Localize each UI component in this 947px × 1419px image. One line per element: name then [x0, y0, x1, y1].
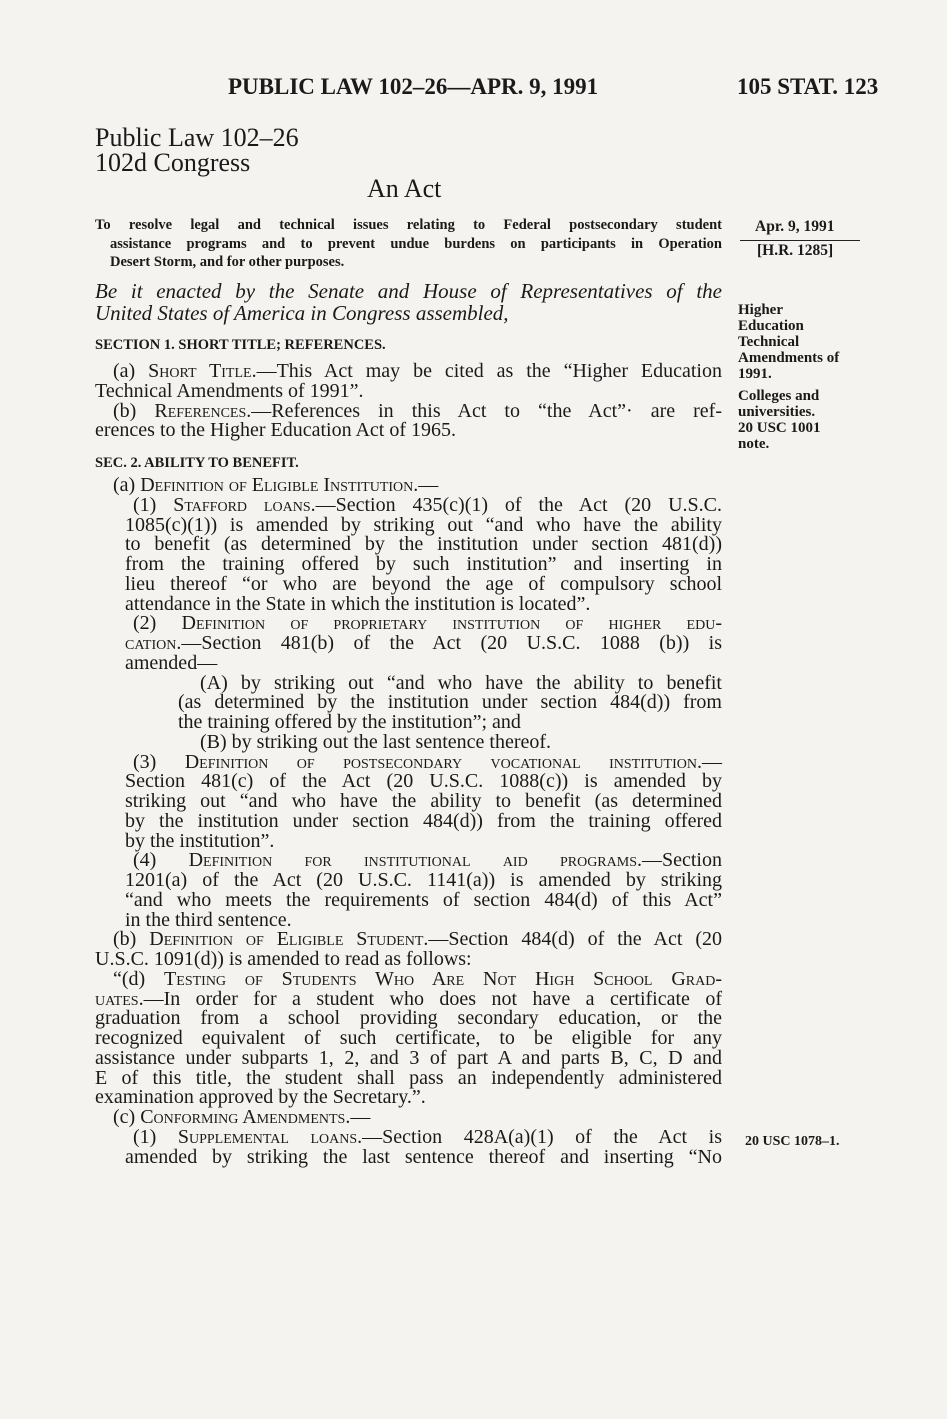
paragraph-text: striking out “and who have the ability to benefit (as determined: [125, 790, 722, 812]
paragraph-text: .—: [413, 474, 439, 496]
paragraph-text: Technical Amendments of 1991”.: [95, 379, 364, 402]
paragraph-text: (4): [133, 849, 189, 872]
paragraph-text: examination approved by the Secretary.”.: [95, 1086, 426, 1109]
paragraph-heading-text: Definition of Eligible Student: [149, 928, 424, 951]
enacting-clause: [95, 280, 722, 324]
margin-note: universities.: [738, 404, 816, 420]
paragraph-heading-text: Stafford loans: [173, 493, 311, 516]
paragraph-text: graduation from a school providing secondary education, or the: [95, 1007, 722, 1030]
paragraph-text: recognized equivalent of such certificate, to be eligible for any: [95, 1027, 722, 1049]
long-title: [95, 216, 722, 272]
long-title-line: assistance programs and to prevent undue burdens on participants in Operation: [110, 235, 722, 252]
enacting-line: Be it enacted by the Senate and House of Representatives of the: [95, 279, 722, 303]
public-law-number: Public Law 102–26: [95, 123, 299, 152]
paragraph-text: (b): [113, 928, 150, 951]
paragraph-text: .—Section 484(d) of the Act (20: [423, 928, 722, 951]
paragraph-text: (as determined by the institution under section 484(d)) from: [178, 691, 722, 714]
long-title-line: Desert Storm, and for other purposes.: [110, 254, 345, 270]
section-1-body: [95, 362, 722, 441]
margin-note: note.: [738, 436, 770, 452]
paragraph-text: lieu thereof “or who are beyond the age of compulsory school: [125, 572, 722, 595]
paragraph-text: .—This Act may be cited as the “Higher Education: [251, 360, 722, 382]
section-1-heading: SECTION 1. SHORT TITLE; REFERENCES.: [95, 337, 386, 353]
paragraph-text: .—In order for a student who does not have a certificate of: [138, 987, 722, 1010]
section-2-body: [95, 476, 722, 1167]
paragraph-text: erences to the Higher Education Act of 1965.: [95, 419, 456, 442]
paragraph-heading-text: Supplemental loans: [177, 1125, 358, 1148]
paragraph-text: (b): [113, 399, 155, 422]
paragraph-heading-text: Conforming Amendments: [140, 1106, 346, 1128]
paragraph-text: .—Section 428A(a)(1) of the Act is: [357, 1125, 722, 1148]
paragraph-heading-text: Definition of Eligible Institution: [140, 474, 414, 496]
paragraph-heading-text: Definition for institutional aid programs: [188, 849, 637, 872]
enactment-date: Apr. 9, 1991: [755, 218, 835, 235]
paragraph-text: (A) by striking out “and who have the ability to benefit: [200, 671, 722, 694]
paragraph-text: U.S.C. 1091(d)) is amended to read as follows:: [95, 948, 472, 970]
paragraph-text: attendance in the State in which the institution is located”.: [125, 592, 591, 615]
paragraph-text: (1): [133, 1125, 178, 1148]
paragraph-text: (1): [133, 493, 174, 516]
paragraph-heading-text: uates: [95, 987, 139, 1010]
paragraph-text: (c): [113, 1106, 141, 1128]
running-head: PUBLIC LAW 102–26—APR. 9, 1991: [228, 74, 599, 99]
bill-number: [H.R. 1285]: [757, 242, 834, 259]
margin-note: Higher: [738, 302, 783, 318]
margin-note: 1991.: [738, 366, 772, 382]
margin-note: Colleges and: [738, 388, 820, 404]
paragraph-heading-text: Short Title: [148, 360, 252, 382]
margin-note: 20 USC 1001: [738, 420, 821, 436]
paragraph-text: (a): [113, 360, 149, 382]
paragraph-text: to benefit (as determined by the institution under section 481(d)): [125, 533, 722, 556]
paragraph-text: .—Section: [637, 849, 722, 872]
paragraph-text: “and who meets the requirements of section 484(d) of this Act”: [125, 888, 722, 911]
paragraph-text: by the institution”.: [125, 829, 275, 852]
paragraph-heading-text: Testing of Students Who Are Not High School Grad-: [164, 967, 722, 990]
page-number: 105 STAT. 123: [737, 74, 879, 99]
paragraph-heading-text: References: [154, 399, 247, 422]
paragraph-text: (2): [133, 612, 182, 635]
section-2-heading: SEC. 2. ABILITY TO BENEFIT.: [95, 455, 299, 471]
paragraph-text: Section 481(c) of the Act (20 U.S.C. 1088(c)) is amended by: [125, 770, 722, 793]
divider: [740, 240, 860, 241]
paragraph-text: .—References in this Act to “the Act”· are ref-: [246, 399, 722, 422]
margin-note-usc: 20 USC 1078–1.: [745, 1134, 840, 1149]
paragraph-text: amended by striking the last sentence thereof and inserting “No: [125, 1145, 722, 1168]
paragraph-text: amended—: [125, 651, 218, 674]
paragraph-text: from the training offered by such institution” and inserting in: [125, 553, 722, 575]
paragraph-line: [95, 1145, 722, 1168]
an-act-title: An Act: [367, 174, 442, 203]
congress: 102d Congress: [95, 148, 251, 177]
paragraph-text: .—: [345, 1106, 371, 1128]
enacting-line: United States of America in Congress assembled,: [95, 301, 509, 325]
paragraph-text: .—Section 435(c)(1) of the Act (20 U.S.C.: [310, 493, 722, 516]
margin-notes: [738, 302, 839, 452]
paragraph-text: (B) by striking out the last sentence thereof.: [200, 730, 552, 753]
paragraph-heading-text: cation: [125, 632, 177, 654]
paragraph-text: .—: [697, 750, 722, 773]
paragraph-text: the training offered by the institution”; and: [178, 711, 521, 733]
paragraph-text: (a): [113, 474, 141, 496]
margin-note: Technical: [738, 334, 800, 350]
paragraph-heading-text: Definition of postsecondary vocational institution: [184, 750, 697, 773]
paragraph-text: E of this title, the student shall pass an independently administered: [95, 1066, 722, 1089]
paragraph-text: 1201(a) of the Act (20 U.S.C. 1141(a)) is amended by striking: [125, 869, 722, 891]
paragraph-text: “(d): [113, 967, 165, 990]
paragraph-line: [95, 421, 722, 441]
paragraph-text: (3): [133, 750, 185, 773]
margin-note: Education: [738, 318, 804, 334]
margin-note: Amendments of: [738, 350, 840, 366]
paragraph-text: in the third sentence.: [125, 908, 292, 931]
paragraph-text: 1085(c)(1)) is amended by striking out “and who have the ability: [125, 513, 722, 536]
long-title-line: To resolve legal and technical issues relating to Federal postsecondary student: [95, 217, 722, 233]
paragraph-text: by the institution under section 484(d)) from the training offered: [125, 809, 722, 832]
paragraph-heading-text: Definition of proprietary institution of higher edu-: [181, 612, 722, 635]
paragraph-text: .—Section 481(b) of the Act (20 U.S.C. 1088 (b)) is: [176, 632, 722, 654]
paragraph-text: assistance under subparts 1, 2, and 3 of part A and parts B, C, D and: [95, 1046, 722, 1069]
